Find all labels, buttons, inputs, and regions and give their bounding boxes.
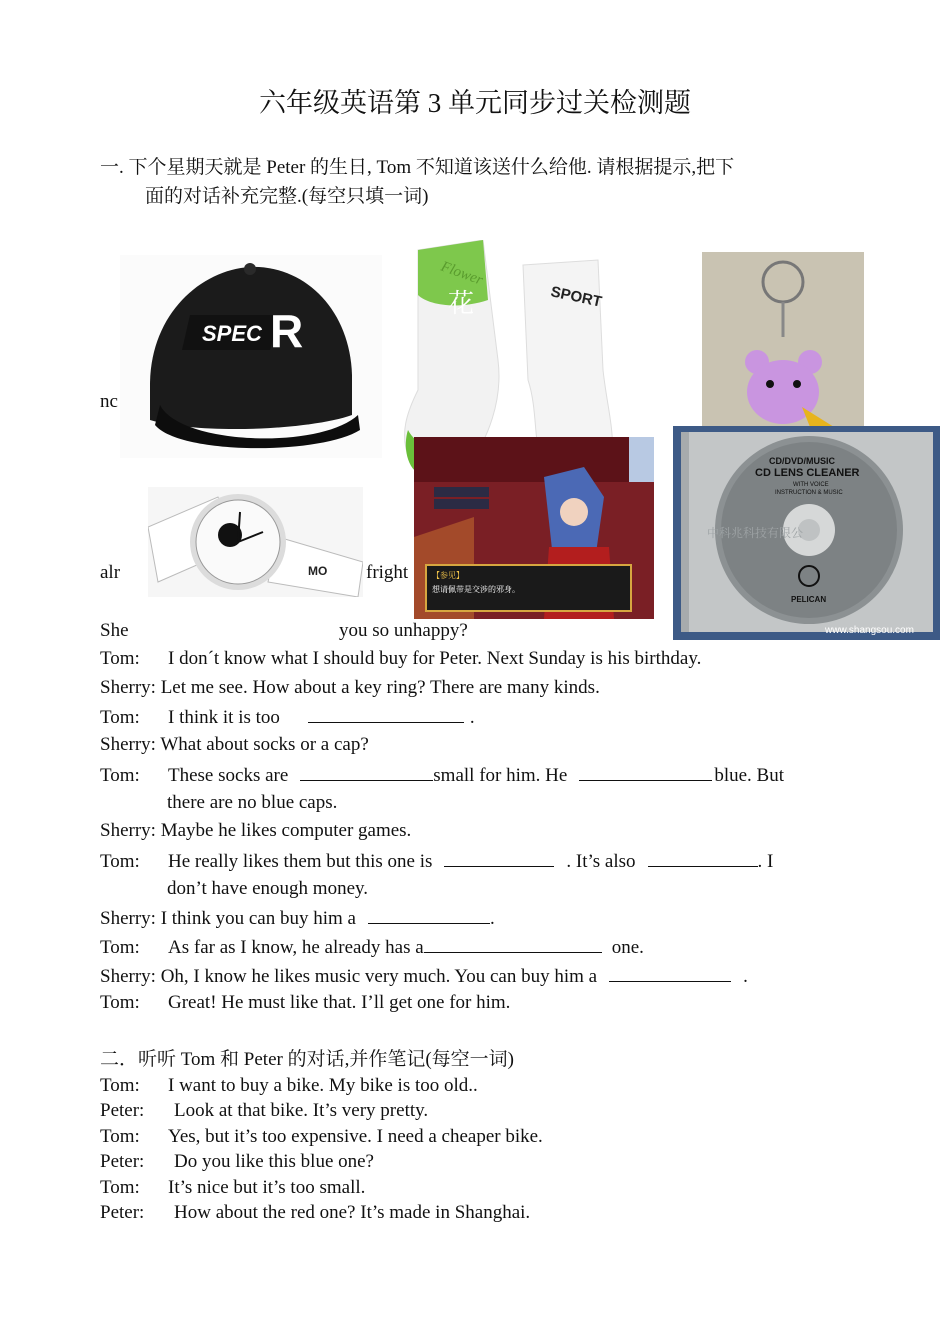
dialogue-line: [100, 932, 644, 961]
cd-website-url: www.shangsou.com: [825, 625, 914, 636]
dialogue-line: [100, 645, 701, 672]
dialogue-line: [100, 989, 510, 1016]
dialogue-text: . I: [757, 851, 774, 872]
answer-blank[interactable]: [368, 903, 490, 924]
speaker-label: Tom:: [100, 1075, 140, 1096]
dialogue-line: [100, 760, 784, 789]
wrist-watch-image: [148, 487, 363, 597]
speaker-label: Tom:: [100, 1126, 140, 1147]
cd-subtitle-line1: WITH VOICE: [793, 482, 829, 488]
speaker-label: Sherry:: [100, 734, 156, 755]
dialogue-line: [100, 1073, 478, 1098]
dialogue-line: [100, 961, 748, 990]
dialogue-text: He really likes them but this one is: [168, 851, 433, 872]
speaker-label: Peter:: [100, 1151, 145, 1172]
dialogue-text: small for him. He: [433, 765, 568, 786]
dialogue-line: [100, 817, 411, 844]
dialogue-text: How about the red one? It’s made in Shanghai.: [174, 1202, 531, 1223]
speaker-label: Sherry:: [100, 820, 156, 841]
dialogue-text: What about socks or a cap?: [160, 734, 369, 755]
answer-blank[interactable]: [300, 760, 433, 781]
cd-lens-cleaner-image: [673, 426, 940, 640]
speaker-label: Sherry:: [100, 966, 156, 987]
dialogue-text: I think you can buy him a: [160, 908, 356, 929]
covered-text-fragment: She: [100, 620, 129, 641]
cap-logo-text: SPEC: [202, 321, 262, 346]
dialogue-line: [100, 1098, 428, 1123]
sock-sport-text: SPORT: [549, 283, 604, 311]
dialogue-text: I don´t know what I should buy for Peter. Next Sunday is his birthday.: [168, 648, 702, 669]
answer-blank[interactable]: [579, 760, 712, 781]
sock-chinese-char: 花: [448, 289, 475, 319]
speaker-label: Tom:: [100, 648, 140, 669]
cd-subtitle-line2: INSTRUCTION & MUSIC: [775, 490, 843, 496]
cd-title-line2: CD LENS CLEANER: [755, 467, 860, 479]
dialogue-text: . It’s also: [566, 851, 636, 872]
computer-game-image: [414, 437, 654, 619]
dialogue-text: one.: [611, 937, 644, 958]
dialogue-text: .: [743, 966, 748, 987]
page-title: 六年级英语第 3 单元同步过关检测题: [259, 88, 691, 118]
dialogue-text: Do you like this blue one?: [174, 1151, 374, 1172]
speaker-label: Sherry:: [100, 677, 156, 698]
cd-brand: PELICAN: [791, 595, 827, 604]
covered-text-fragment: alr: [100, 562, 121, 583]
dialogue-text: Yes, but it’s too expensive. I need a cheaper bike.: [168, 1126, 543, 1147]
dialogue-line: [100, 846, 773, 875]
dialogue-text: It’s nice but it’s too small.: [168, 1177, 366, 1198]
answer-blank[interactable]: [648, 846, 758, 867]
dialogue-line: [167, 875, 368, 902]
covered-text-fragment: fright: [366, 562, 409, 583]
game-speaker-label: 【参见】: [432, 571, 464, 580]
answer-blank[interactable]: [424, 932, 602, 953]
dialogue-line: [167, 789, 337, 816]
cd-watermark: 中科兆科技有限公: [707, 526, 804, 540]
game-dialog-text: 想请佩带是交涉的邪身。: [432, 585, 520, 594]
dialogue-line: [100, 903, 495, 932]
dialogue-line: [100, 702, 475, 731]
dialogue-text: .: [469, 707, 475, 728]
section1-instruction-line2: 面的对话补充完整.(每空只填一词): [145, 186, 429, 207]
dialogue-line: [100, 674, 600, 701]
dialogue-text: don’t have enough money.: [167, 878, 369, 899]
dialogue-text: blue. But: [714, 765, 784, 786]
speaker-label: Tom:: [100, 992, 140, 1013]
answer-blank[interactable]: [444, 846, 554, 867]
dialogue-text: there are no blue caps.: [167, 792, 338, 813]
covered-text-fragment: you so unhappy?: [339, 620, 468, 641]
dialogue-text: .: [489, 908, 495, 929]
speaker-label: Tom:: [100, 851, 140, 872]
speaker-label: Peter:: [100, 1100, 145, 1121]
dialogue-line: [100, 1175, 365, 1200]
dialogue-text: As far as I know, he already has a: [168, 937, 424, 958]
cd-title-line1: CD/DVD/MUSIC: [769, 456, 836, 466]
speaker-label: Tom:: [100, 937, 140, 958]
section2-heading: 二．听听 Tom 和 Peter 的对话,并作笔记(每空一词): [100, 1049, 515, 1070]
speaker-label: Tom:: [100, 707, 140, 728]
answer-blank[interactable]: [609, 961, 731, 982]
dialogue-line: [100, 1124, 543, 1149]
dialogue-text: Great! He must like that. I’ll get one for him.: [168, 992, 511, 1013]
watch-strap-text: MO: [308, 564, 328, 578]
dialogue-line: [100, 1200, 530, 1225]
sock-brand-text: Flower: [438, 258, 485, 289]
dialogue-text: Look at that bike. It’s very pretty.: [174, 1100, 429, 1121]
speaker-label: Tom:: [100, 765, 140, 786]
speaker-label: Tom:: [100, 1177, 140, 1198]
dialogue-text: Maybe he likes computer games.: [160, 820, 412, 841]
section1-instruction-line1: 一. 下个星期天就是 Peter 的生日, Tom 不知道该送什么给他. 请根据提示,把下: [100, 157, 735, 178]
dialogue-text: Let me see. How about a key ring? There are many kinds.: [160, 677, 600, 698]
cap-logo-letter: R: [270, 305, 304, 357]
baseball-cap-image: [120, 255, 382, 458]
dialogue-text: Oh, I know he likes music very much. You can buy him a: [160, 966, 598, 987]
dialogue-line: [100, 1149, 374, 1174]
dialogue-text: I think it is too: [168, 707, 280, 728]
speaker-label: Sherry:: [100, 908, 156, 929]
key-ring-image: [702, 252, 864, 432]
dialogue-line: [100, 731, 369, 758]
dialogue-text: These socks are: [168, 765, 289, 786]
speaker-label: Peter:: [100, 1202, 145, 1223]
answer-blank[interactable]: [308, 702, 464, 723]
covered-text-fragment: nc: [100, 391, 118, 412]
dialogue-text: I want to buy a bike. My bike is too old..: [168, 1075, 478, 1096]
